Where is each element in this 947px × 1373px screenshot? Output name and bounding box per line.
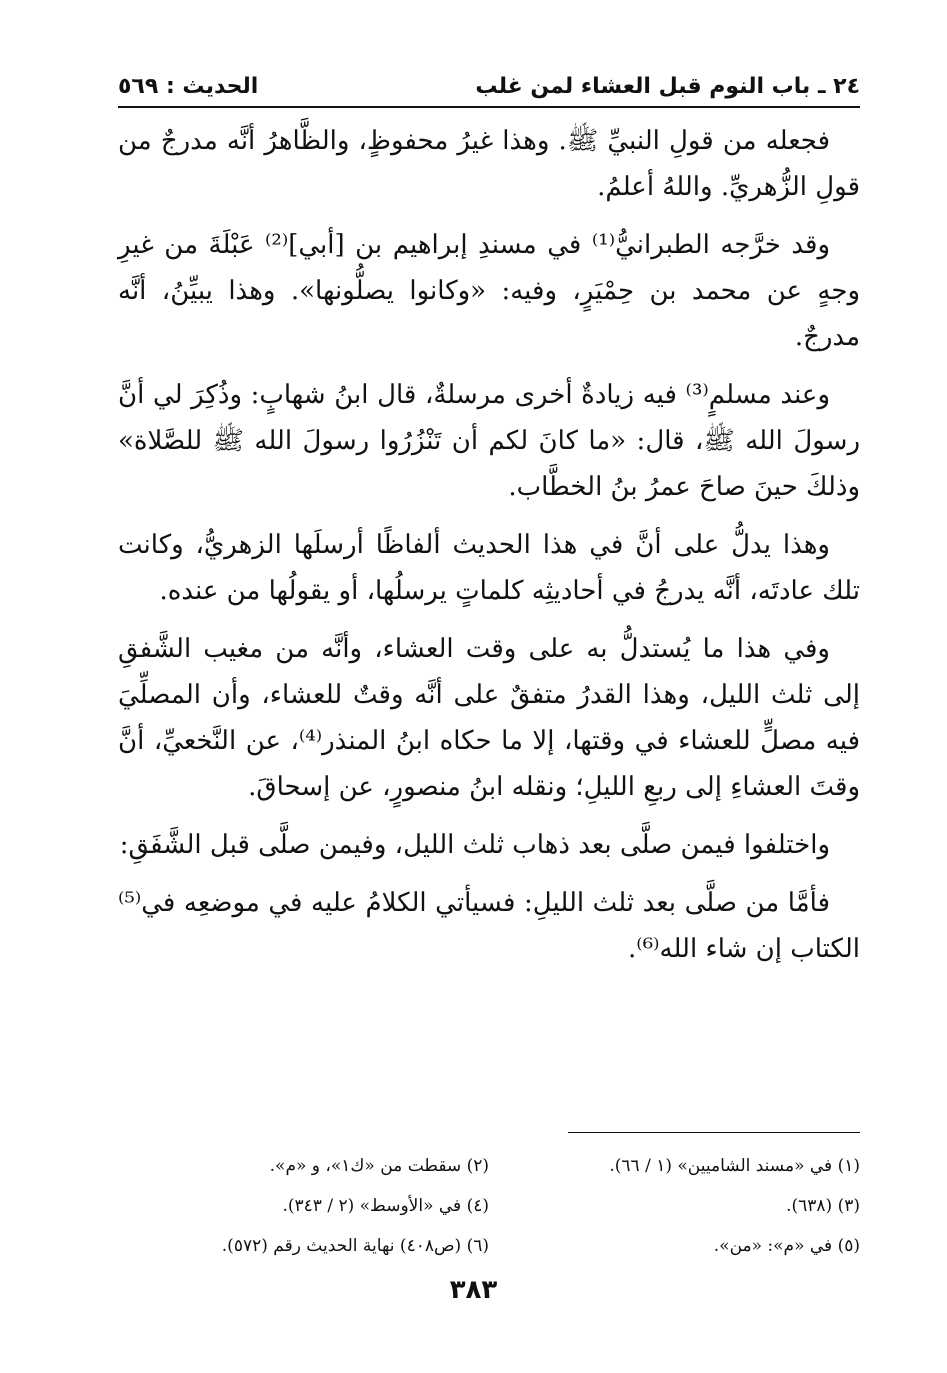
paragraph: فجعله من قولِ النبيِّ ﷺ. وهذا غيرُ محفوظٍ، والظَّاهرُ أنَّه مدرجٌ من قولِ الزُّهريِّ. واللهُ أعلمُ. [118,126,860,202]
paragraph: واختلفوا فيمن صلَّى بعد ذهاب ثلث الليل، وفيمن صلَّى قبل الشَّفَقِ: [119,830,830,860]
footnote: (٤) في «الأوسط» (٢ / ٣٤٣). [282,1196,489,1216]
footnote: (٢) سقطت من «ك١»، و «م». [269,1156,489,1176]
footnote-row [118,1226,860,1266]
footnote: (٥) في «م»: «من». [713,1236,860,1256]
footnotes [118,1146,860,1266]
footnote-rule [568,1132,860,1133]
footnote-row [118,1146,860,1186]
page-number: ٣٨٣ [449,1275,498,1305]
paragraph: وهذا يدلُّ على أنَّ في هذا الحديث ألفاظًا أرسلَها الزهريُّ، وكانت تلك عادتَه، أنَّه يدرجُ في أحاديثِه كلماتٍ يرسلُها، أو يقولُها من عنده. [118,530,860,606]
footnote: (٦) (ص٤٠٨) نهاية الحديث رقم (٥٧٢). [221,1236,489,1256]
footnote-row [118,1186,860,1226]
paragraph: وقد خرَّجه الطبرانيُّ⁽¹⁾ في مسندِ إبراهيم بن [أبي]⁽²⁾ عَبْلَةَ من غيرِ وجهٍ عن محمد بن حِمْيَرٍ، وفيه: «وكانوا يصلُّونها». وهذا يبيِّنُ، أنَّه مدرجٌ. [118,230,860,352]
paragraph: وعند مسلمٍ⁽³⁾ فيه زيادةٌ أخرى مرسلةٌ، قال ابنُ شهابٍ: وذُكِرَ لي أنَّ رسولَ الله ﷺ، قال: «ما كانَ لكم أن تَنْزُرُوا رسولَ الله ﷺ للصَّلاة» وذلكَ حينَ صاحَ عمرُ بنُ الخطَّاب. [118,380,860,502]
footnote: (٣) (٦٣٨). [786,1196,860,1216]
paragraph: وفي هذا ما يُستدلُّ به على وقت العشاء، وأنَّه من مغيب الشَّفقِ إلى ثلث الليل، وهذا القدرُ متفقٌ على أنَّه وقتٌ للعشاء، وأن المصلِّيَ فيه مصلٍّ للعشاء في وقتها، إلا ما حكاه ابنُ المنذر⁽⁴⁾، عن النَّخعيِّ، أنَّ وقتَ العشاءِ إلى ربعِ الليلِ؛ ونقله ابنُ منصورٍ، عن إسحاقَ. [118,634,861,802]
paragraph: فأمَّا من صلَّى بعد ثلث الليلِ: فسيأتي الكلامُ عليه في موضعِه في⁽⁵⁾ الكتاب إن شاء الله⁽⁶⁾. [118,888,860,964]
running-header [118,66,860,106]
header-rule [118,106,860,108]
main-text [118,118,860,984]
chapter-title: ٢٤ ـ باب النوم قبل العشاء لمن غلب [475,73,860,99]
hadith-number: الحديث : ٥٦٩ [118,73,259,99]
footnote: (١) في «مسند الشاميين» (١ / ٦٦). [609,1156,860,1176]
